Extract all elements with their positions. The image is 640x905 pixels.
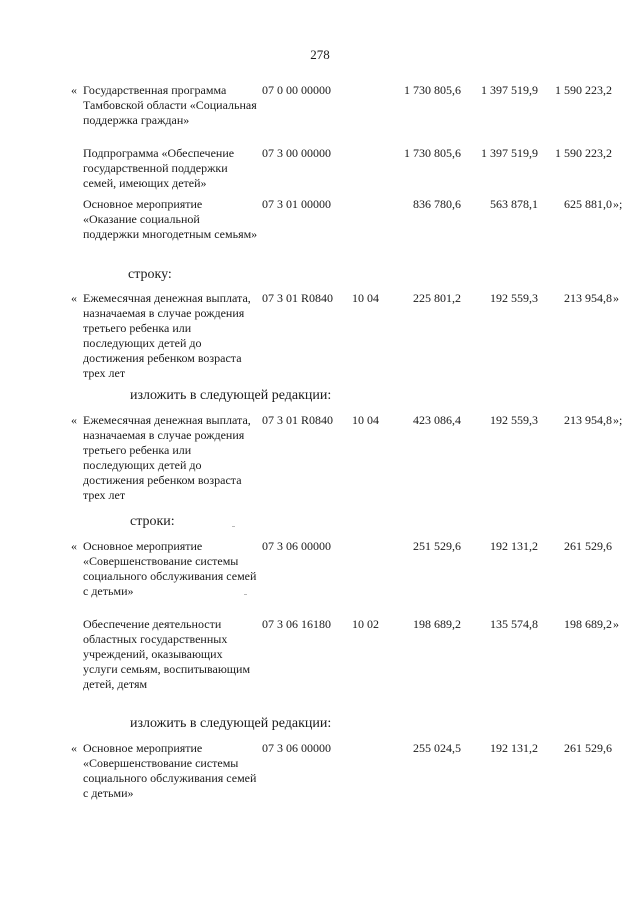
scan-speck [244, 594, 247, 595]
row-value-1: 251 529,6 [413, 539, 461, 553]
row-value-2: 192 131,2 [490, 741, 538, 755]
row-code: 07 0 00 00000 [262, 83, 331, 97]
row-value-1: 836 780,6 [413, 197, 461, 211]
row-name: Обеспечение деятельности областных государственных учреждений, оказывающих услуги семьям, воспитывающим детей, детям [83, 617, 251, 691]
open-quote: « [71, 83, 77, 97]
row-code: 07 3 01 00000 [262, 197, 331, 211]
row-section: 10 02 [352, 617, 379, 631]
row-value-3: 625 881,0 [564, 197, 612, 211]
close-quote: »; [613, 413, 623, 427]
instruction-edit: изложить в следующей редакции: [130, 716, 332, 731]
row-code: 07 3 06 16180 [262, 617, 331, 631]
row-code: 07 3 06 00000 [262, 741, 331, 755]
row-value-2: 192 559,3 [490, 413, 538, 427]
page-number: 278 [310, 47, 330, 62]
row-name: Основное мероприятие «Совершенствование системы социального обслуживания семей с детьми» [83, 741, 257, 800]
row-value-3: 213 954,8 [564, 413, 612, 427]
row-value-3: 213 954,8 [564, 291, 612, 305]
row-value-1: 198 689,2 [413, 617, 461, 631]
row-code: 07 3 00 00000 [262, 146, 331, 160]
row-value-3: 261 529,6 [564, 741, 612, 755]
row-name: Государственная программа Тамбовской области «Социальная поддержка граждан» [83, 83, 257, 127]
row-value-2: 135 574,8 [490, 617, 538, 631]
row-name: Ежемесячная денежная выплата, назначаемая в случае рождения третьего ребенка или последующих детей до достижения ребенком возраста трех лет [83, 413, 251, 502]
row-name: Ежемесячная денежная выплата, назначаемая в случае рождения третьего ребенка или последующих детей до достижения ребенком возраста трех лет [83, 291, 251, 380]
instruction-line-plural: строки: [130, 514, 175, 529]
close-quote: » [613, 617, 619, 631]
open-quote: « [71, 291, 77, 305]
row-name: Основное мероприятие «Совершенствование системы социального обслуживания семей с детьми» [83, 539, 257, 598]
close-quote: » [613, 291, 619, 305]
open-quote: « [71, 741, 77, 755]
row-value-2: 1 397 519,9 [481, 83, 538, 97]
row-code: 07 3 01 R0840 [262, 291, 334, 305]
row-section: 10 04 [352, 413, 379, 427]
row-value-2: 192 131,2 [490, 539, 538, 553]
row-code: 07 3 01 R0840 [262, 413, 334, 427]
row-value-2: 563 878,1 [490, 197, 538, 211]
row-value-1: 1 730 805,6 [404, 146, 461, 160]
row-section: 10 04 [352, 291, 379, 305]
scan-speck [232, 526, 235, 527]
row-value-1: 225 801,2 [413, 291, 461, 305]
open-quote: « [71, 539, 77, 553]
row-code: 07 3 06 00000 [262, 539, 331, 553]
close-quote: »; [613, 197, 623, 211]
row-value-3: 1 590 223,2 [555, 83, 612, 97]
instruction-line-singular: строку: [128, 267, 172, 282]
row-value-3: 198 689,2 [564, 617, 612, 631]
row-value-3: 1 590 223,2 [555, 146, 612, 160]
open-quote: « [71, 413, 77, 427]
row-value-2: 1 397 519,9 [481, 146, 538, 160]
row-value-1: 255 024,5 [413, 741, 461, 755]
row-name: Основное мероприятие «Оказание социальной поддержки многодетным семьям» [83, 197, 258, 241]
row-value-3: 261 529,6 [564, 539, 612, 553]
instruction-edit: изложить в следующей редакции: [130, 388, 332, 403]
row-value-1: 423 086,4 [413, 413, 461, 427]
row-value-1: 1 730 805,6 [404, 83, 461, 97]
row-name: Подпрограмма «Обеспечение государственной поддержки семей, имеющих детей» [83, 146, 235, 190]
row-value-2: 192 559,3 [490, 291, 538, 305]
